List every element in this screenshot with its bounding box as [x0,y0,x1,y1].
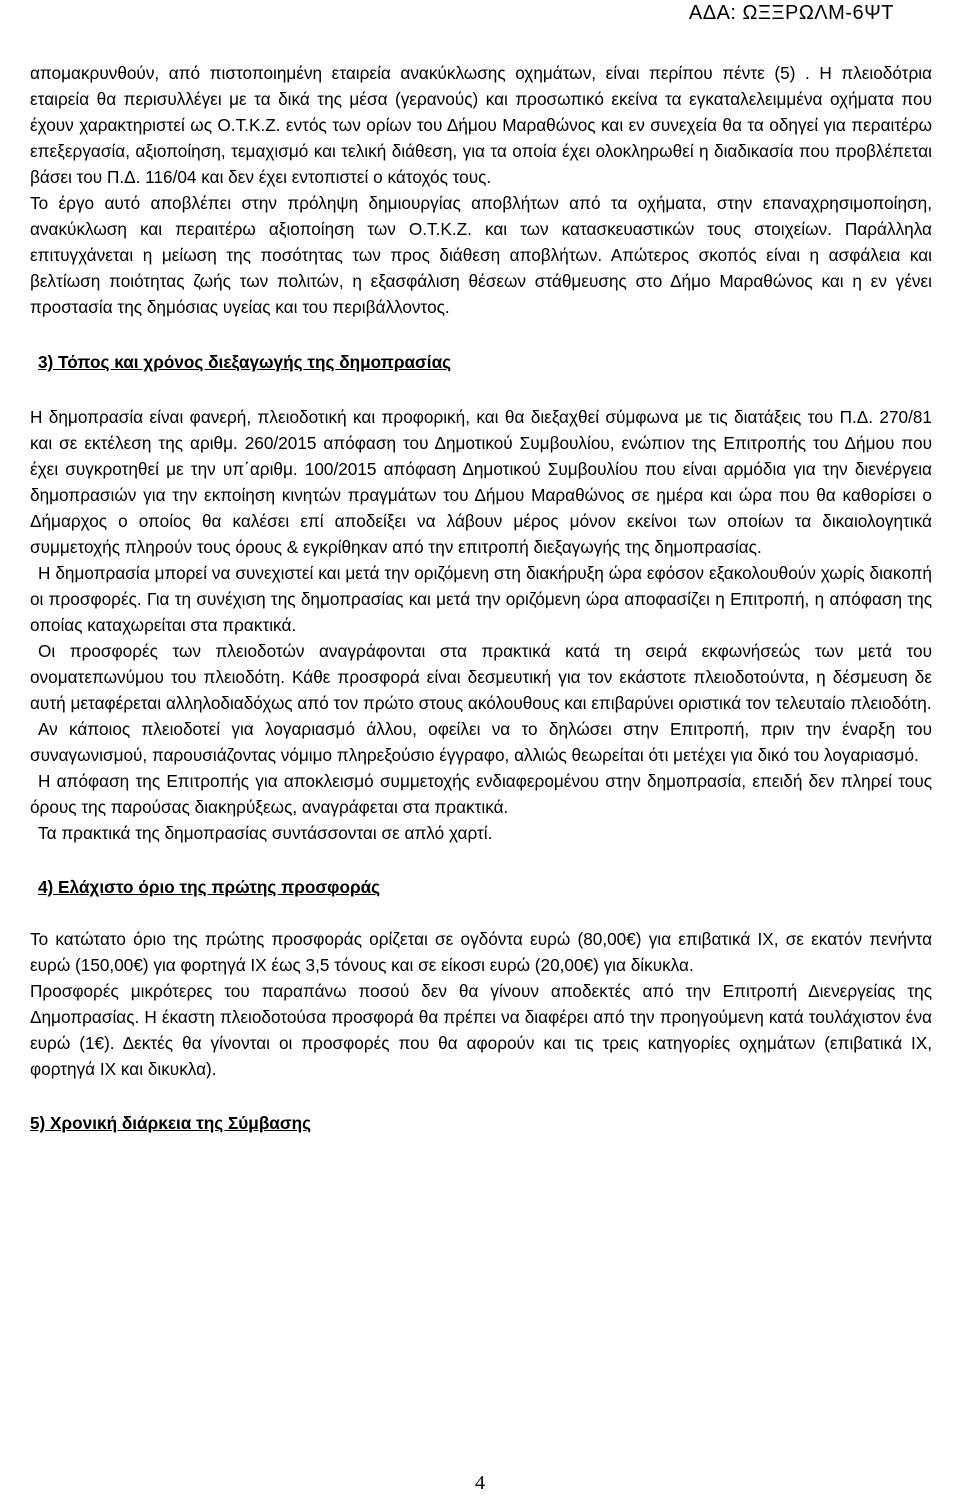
section-3-paragraph-4: Αν κάποιος πλειοδοτεί για λογαριασμό άλλου, οφείλει να το δηλώσει στην Επιτροπή, πριν την έναρξη του συναγωνισμού, παρουσιάζοντας νόμιμο πληρεξούσιο έγγραφο, αλλιώς θεωρείται ότι μετέχει για δικό του λογαριασμό. [30,719,932,765]
section-4-title: 4) Ελάχιστο όριο της πρώτης προσφοράς [38,877,381,897]
section-5-title: 5) Χρονική διάρκεια της Σύμβασης [30,1113,312,1133]
paragraph-intro-1: απομακρυνθούν, από πιστοποιημένη εταιρεία ανακύκλωσης οχημάτων, είναι περίπου πέντε (5) . Η πλειοδότρια εταιρεία θα περισυλλέγει με τα δικά της μέσα (γερανούς) και προσωπικό εκείνα τα εγκαταλελειμμένα οχήματα που έχουν χαρακτηριστεί ως Ο.Τ.Κ.Ζ. εντός των ορίων του Δήμου Μαραθώνος και εν συνεχεία θα τα οδηγεί για περαιτέρω επεξεργασία, αξιοποίηση, τεμαχισμό και τελική διάθεση, για τα οποία έχει ολοκληρωθεί η διαδικασία που προβλέπεται βάσει του Π.Δ. 116/04 και δεν έχει εντοπιστεί ο κάτοχός τους. [30,63,932,187]
section-3-paragraph-1: Η δημοπρασία είναι φανερή, πλειοδοτική και προφορική, και θα διεξαχθεί σύμφωνα με τις διατάξεις του Π.Δ. 270/81 και σε εκτέλεση της αριθμ. 260/2015 απόφαση του Δημοτικού Συμβουλίου, ενώπιον της Επιτροπής του Δήμου που έχει συγκροτηθεί με την υπ΄αριθμ. 100/2015 απόφαση Δημοτικού Συμβουλίου που είναι αρμόδια για την διενέργεια δημοπρασιών για την εκποίηση κινητών πραγμάτων του Δήμου Μαραθώνος σε ημέρα και ώρα που θα καθορίσει ο Δήμαρχος ο οποίος θα καλέσει επί αποδείξει να λάβουν μέρος μόνον εκείνοι των οποίων τα δικαιολογητικά συμμετοχής πληρούν τους όρους & εγκρίθηκαν από την επιτροπή διεξαγωγής της δημοπρασίας. [30,407,932,557]
section-3-title: 3) Τόπος και χρόνος διεξαγωγής της δημοπρασίας [38,352,452,372]
ada-code: ΑΔΑ: ΩΞΞΡΩΛΜ-6ΨΤ [688,2,894,24]
section-3-paragraph-2: Η δημοπρασία μπορεί να συνεχιστεί και μετά την οριζόμενη στη διακήρυξη ώρα εφόσον εξακολουθούν χωρίς διακοπή οι προσφορές. Για τη συνέχιση της δημοπρασίας και μετά την οριζόμενη ώρα αποφασίζει η Επιτροπή, η απόφαση της οποίας καταχωρείται στα πρακτικά. [30,563,932,635]
page-number: 4 [475,1472,485,1494]
section-3-paragraph-3: Οι προσφορές των πλειοδοτών αναγράφονται στα πρακτικά κατά τη σειρά εκφωνήσεώς των μετά του ονοματεπωνύμου του πλειοδότη. Κάθε προσφορά είναι δεσμευτική για τον εκάστοτε πλειοδοτούντα, η δέσμευση δε αυτή μεταφέρεται αλληλοδιαδόχως από τον πρώτο στους ακόλουθους και επιβαρύνει οριστικά τον τελευταίο πλειοδότη. [30,641,932,713]
document-body [30,60,932,1136]
section-3-paragraph-5: Η απόφαση της Επιτροπής για αποκλεισμό συμμετοχής ενδιαφερομένου στην δημοπρασία, επειδή δεν πληρεί τους όρους της παρούσας διακηρύξεως, αναγράφεται στα πρακτικά. [30,771,932,817]
paragraph-intro-2: Το έργο αυτό αποβλέπει στην πρόληψη δημιουργίας αποβλήτων από τα οχήματα, στην επαναχρησιμοποίηση, ανακύκλωση και περαιτέρω αξιοποίηση των Ο.Τ.Κ.Ζ. και των κατασκευαστικών τους στοιχείων. Παράλληλα επιτυγχάνεται η μείωση της ποσότητας των προς διάθεση αποβλήτων. Απώτερος σκοπός είναι η ασφάλεια και βελτίωση ποιότητας ζωής των πολιτών, η εξασφάλιση θέσεων στάθμευσης στο Δήμο Μαραθώνος και η εν γένει προστασία της δημόσιας υγείας και του περιβάλλοντος. [30,193,932,317]
section-4-paragraph-1: Το κατώτατο όριο της πρώτης προσφοράς ορίζεται σε ογδόντα ευρώ (80,00€) για επιβατικά ΙΧ, σε εκατόν πενήντα ευρώ (150,00€) για φορτηγά ΙΧ έως 3,5 τόνους και σε είκοσι ευρώ (20,00€) για δίκυκλα. [30,929,932,975]
section-3-paragraph-6: Τα πρακτικά της δημοπρασίας συντάσσονται σε απλό χαρτί. [38,823,493,843]
section-4-paragraph-2: Προσφορές μικρότερες του παραπάνω ποσού δεν θα γίνουν αποδεκτές από την Επιτροπή Διενεργείας της Δημοπρασίας. Η έκαστη πλειοδοτούσα προσφορά θα πρέπει να διαφέρει από την προηγούμενη κατά τουλάχιστον ένα ευρώ (1€). Δεκτές θα γίνονται οι προσφορές που θα αφορούν και τις τρεις κατηγορίες οχημάτων (επιβατικά ΙΧ, φορτηγά ΙΧ και δικυκλα). [30,981,932,1079]
